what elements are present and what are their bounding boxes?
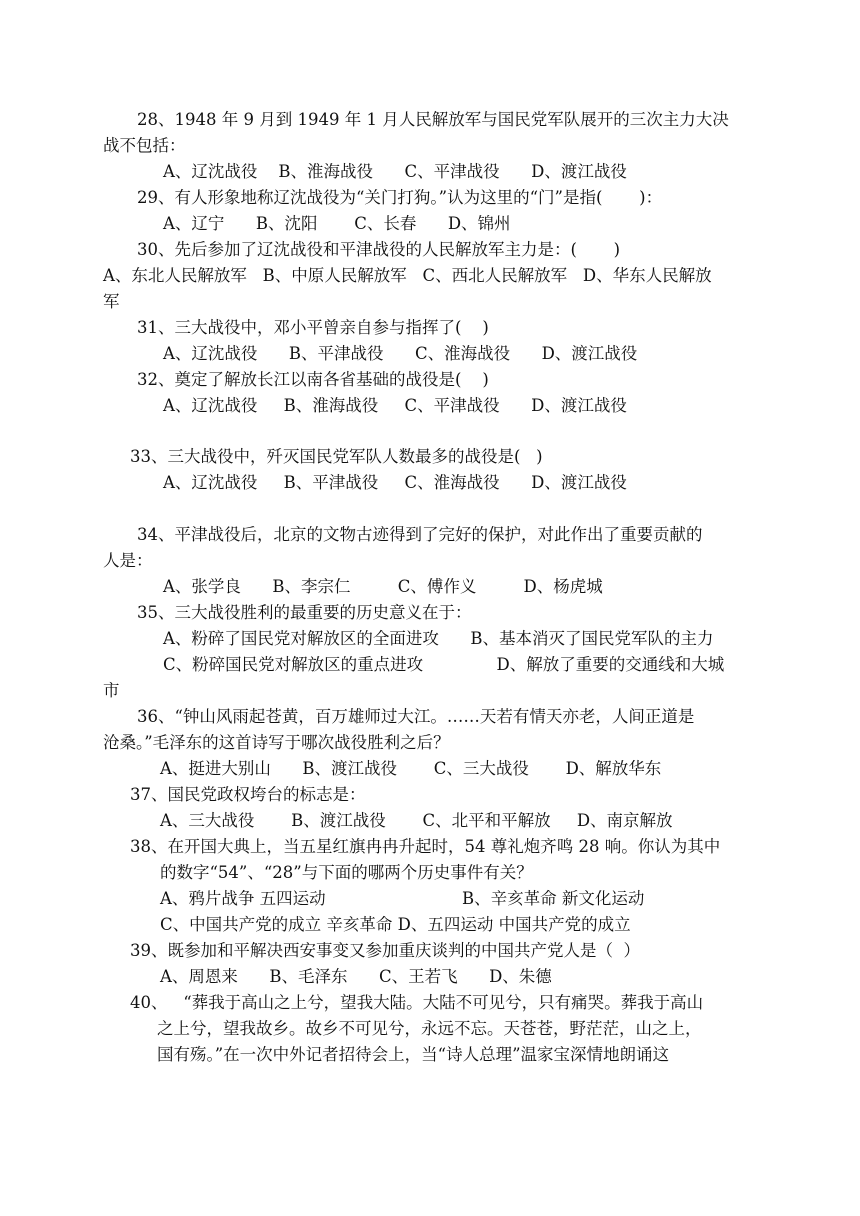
question-35-options-cont: 市 — [103, 681, 120, 700]
question-37-stem: 37、国民党政权垮台的标志是： — [130, 785, 366, 804]
question-38-stem: 38、在开国大典上，当五星红旗冉冉升起时，54 尊礼炮齐鸣 28 响。你认为其中 — [130, 837, 721, 856]
question-31-options: A、辽沈战役 B、平津战役 C、淮海战役 D、渡江战役 — [163, 344, 638, 363]
question-38-options-cd: C、中国共产党的成立 辛亥革命 D、五四运动 中国共产党的成立 — [160, 915, 631, 934]
question-32-stem: 32、奠定了解放长江以南各省基础的战役是( ) — [137, 370, 489, 389]
question-40-stem-cont2: 国有殇。”在一次中外记者招待会上，当“诗人总理”温家宝深情地朗诵这 — [157, 1045, 670, 1064]
question-30-options: A、东北人民解放军 B、中原人民解放军 C、西北人民解放军 D、华东人民解放 — [103, 266, 712, 285]
question-35-stem: 35、三大战役胜利的最重要的历史意义在于： — [137, 603, 472, 622]
question-31-stem: 31、三大战役中，邓小平曾亲自参与指挥了( ) — [137, 318, 489, 337]
question-36-stem: 36、“钟山风雨起苍黄，百万雄师过大江。……天若有情天亦老，人间正道是 — [137, 707, 695, 726]
question-38-stem-cont: 的数字“54”、“28”与下面的哪两个历史事件有关？ — [160, 863, 533, 882]
question-37-options: A、三大战役 B、渡江战役 C、北平和平解放 D、南京解放 — [160, 811, 673, 830]
question-30-stem: 30、先后参加了辽沈战役和平津战役的人民解放军主力是：( ) — [137, 240, 621, 259]
question-36-stem-cont: 沧桑。”毛泽东的这首诗写于哪次战役胜利之后？ — [103, 733, 450, 752]
question-34-stem: 34、平津战役后，北京的文物古迹得到了完好的保护，对此作出了重要贡献的 — [137, 525, 703, 544]
question-30-options-cont: 军 — [103, 292, 120, 311]
question-34-stem-cont: 人是： — [103, 551, 153, 570]
question-29-options: A、辽宁 B、沈阳 C、长春 D、锦州 — [163, 214, 511, 233]
question-28-stem: 28、1948 年 9 月到 1949 年 1 月人民解放军与国民党军队展开的三次主力大决 — [137, 110, 729, 129]
question-39-stem: 39、既参加和平解决西安事变又参加重庆谈判的中国共产党人是（ ） — [130, 941, 640, 960]
question-40-stem: 40、 “葬我于高山之上兮，望我大陆。大陆不可见兮，只有痛哭。葬我于高山 — [130, 993, 704, 1012]
question-35-options-cd: C、粉碎国民党对解放区的重点进攻 D、解放了重要的交通线和大城 — [163, 655, 725, 674]
question-28-stem-cont: 战不包括： — [103, 136, 186, 155]
question-38-options-ab: A、鸦片战争 五四运动 B、辛亥革命 新文化运动 — [160, 889, 645, 908]
question-39-options: A、周恩来 B、毛泽东 C、王若飞 D、朱德 — [160, 967, 552, 986]
question-33-options: A、辽沈战役 B、平津战役 C、淮海战役 D、渡江战役 — [163, 473, 627, 492]
question-28-options: A、辽沈战役 B、淮海战役 C、平津战役 D、渡江战役 — [163, 162, 627, 181]
question-34-options: A、张学良 B、李宗仁 C、傅作义 D、杨虎城 — [163, 577, 603, 596]
question-32-options: A、辽沈战役 B、淮海战役 C、平津战役 D、渡江战役 — [163, 396, 627, 415]
question-35-options-ab: A、粉碎了国民党对解放区的全面进攻 B、基本消灭了国民党军队的主力 — [163, 629, 714, 648]
question-33-stem: 33、三大战役中，歼灭国民党军队人数最多的战役是( ) — [130, 447, 543, 466]
question-36-options: A、挺进大别山 B、渡江战役 C、三大战役 D、解放华东 — [160, 759, 662, 778]
question-40-stem-cont: 之上兮，望我故乡。故乡不可见兮，永远不忘。天苍苍，野茫茫，山之上， — [157, 1019, 702, 1038]
question-29-stem: 29、有人形象地称辽沈战役为“关门打狗。”认为这里的“门”是指( )： — [137, 188, 663, 207]
